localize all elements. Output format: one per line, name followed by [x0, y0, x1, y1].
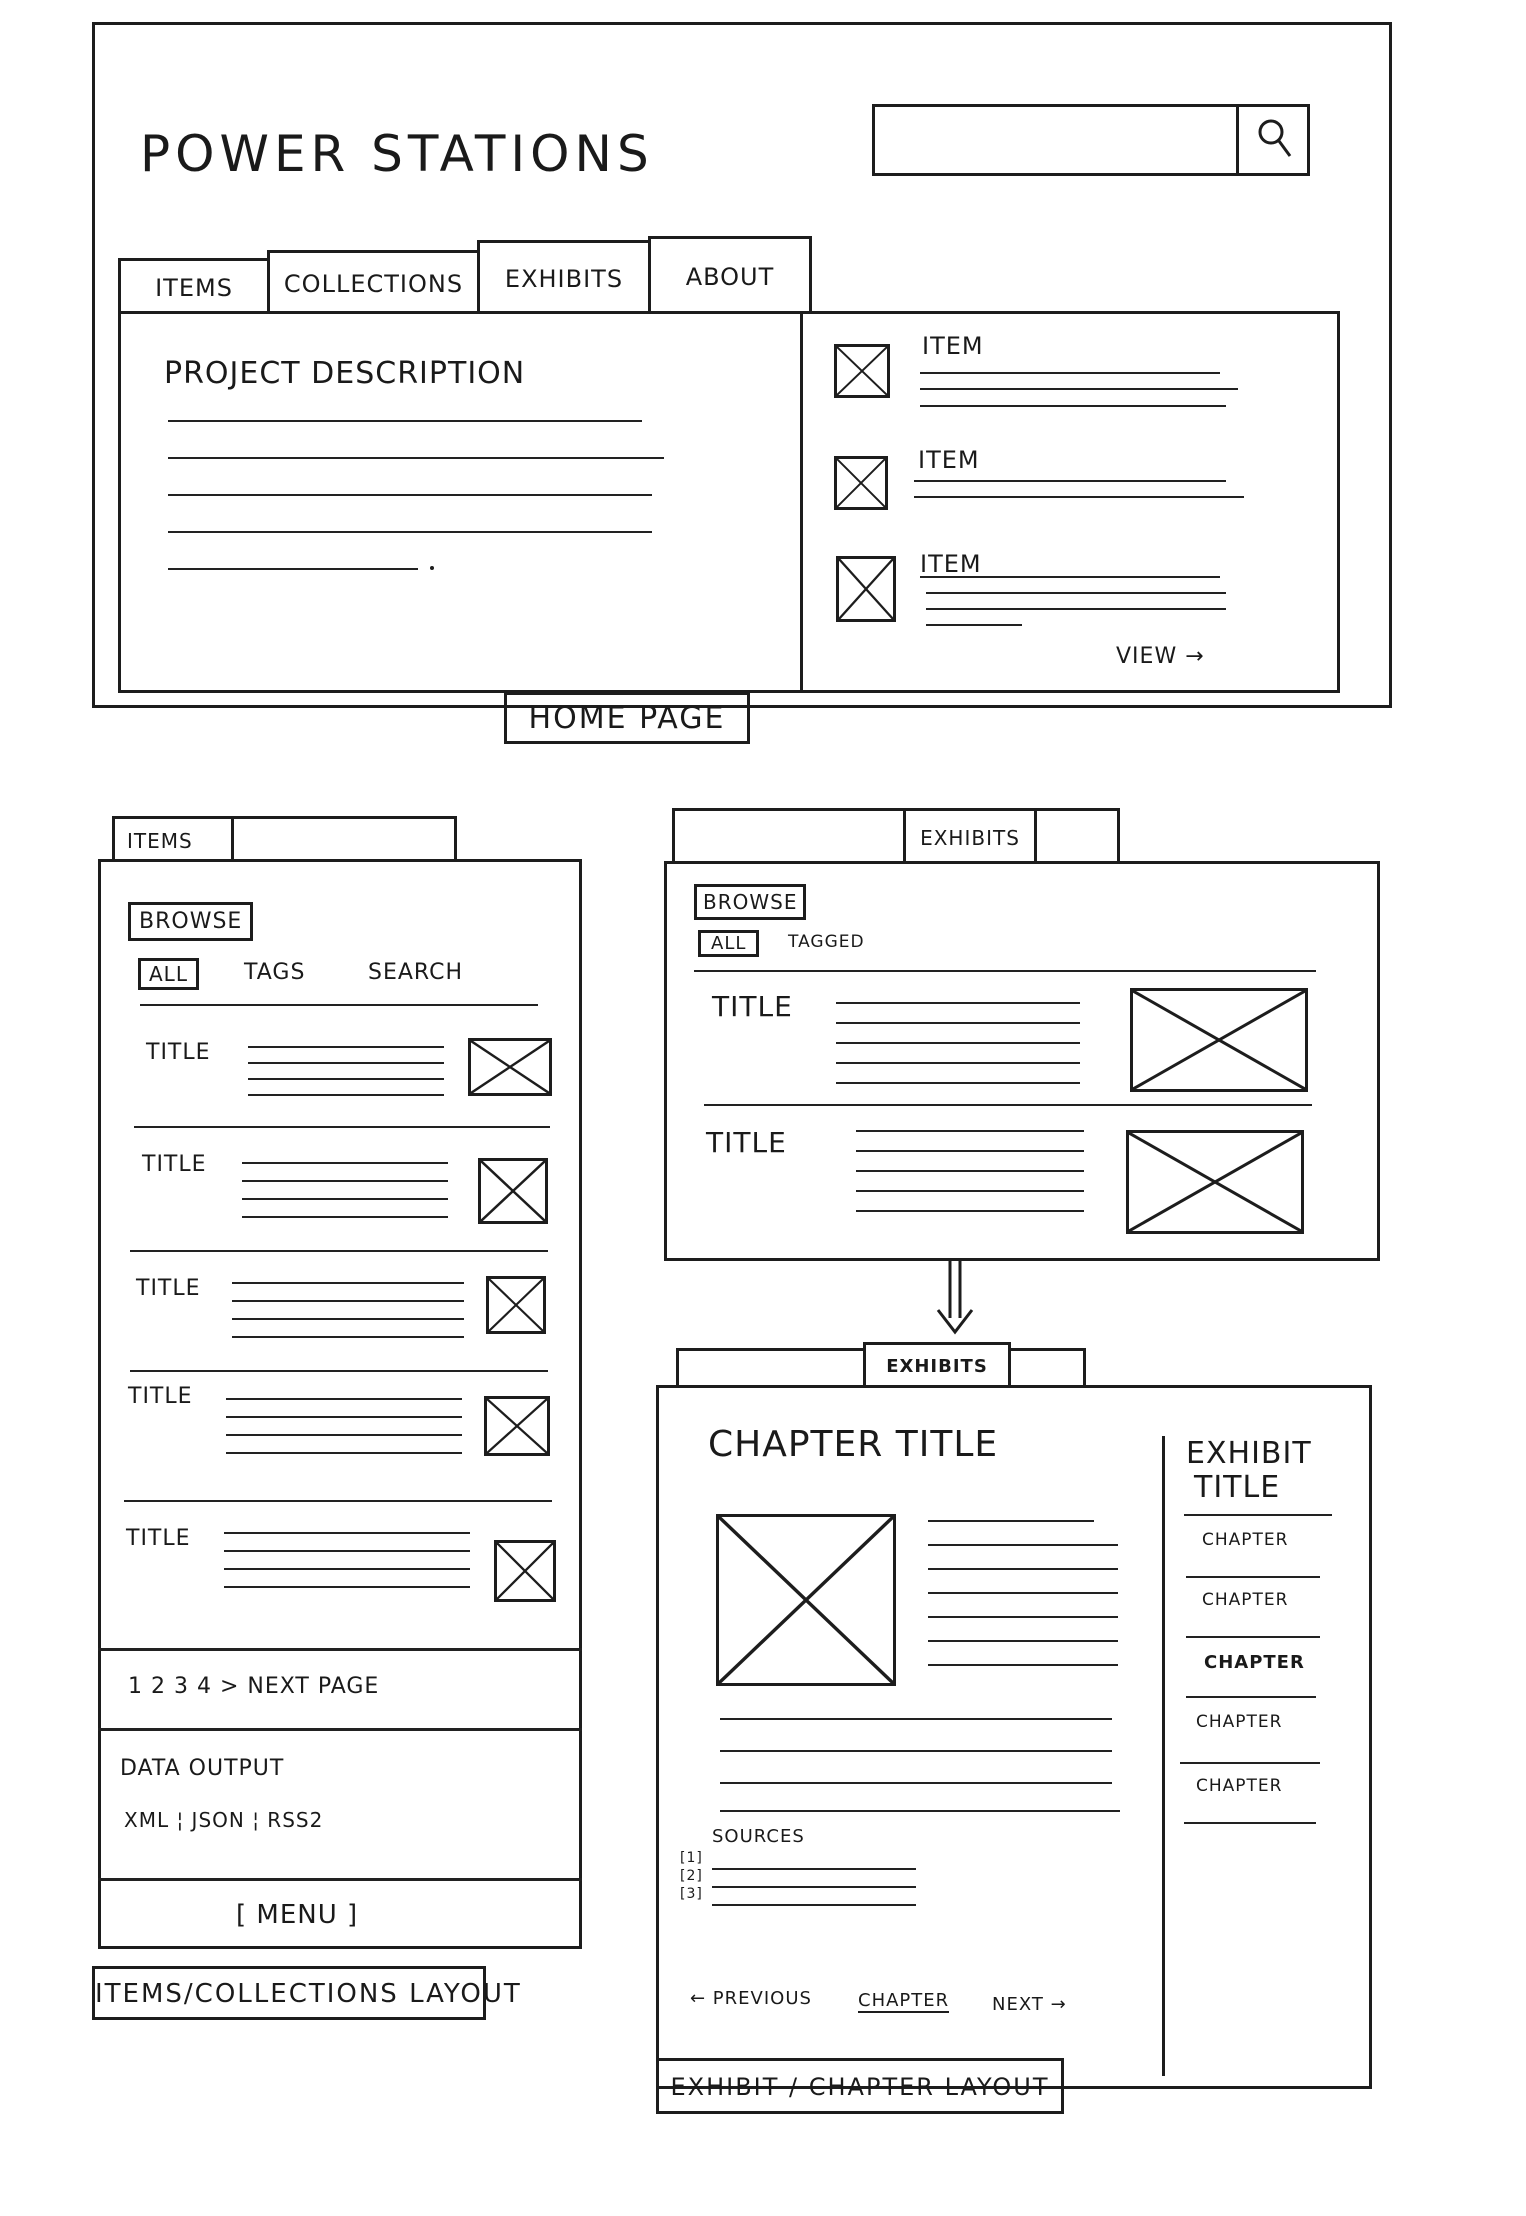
item-thumbnail[interactable] [834, 344, 890, 398]
item-line [914, 496, 1244, 498]
row-divider [124, 1500, 552, 1502]
exhibit-row-title[interactable]: TITLE [712, 990, 793, 1023]
exhibit-row-line [856, 1190, 1084, 1192]
exhibit-row-line [856, 1210, 1084, 1212]
chapter-nav-divider [1186, 1696, 1316, 1698]
exhibit-row-line [836, 1022, 1080, 1024]
tab-about[interactable]: ABOUT [648, 236, 812, 314]
chapter-text-line [928, 1544, 1118, 1546]
project-description-heading: PROJECT DESCRIPTION [164, 356, 526, 391]
placeholder-x-icon [487, 1399, 547, 1453]
chapter-text-line [720, 1718, 1112, 1720]
browse-button[interactable]: BROWSE [128, 902, 253, 941]
exhibit-row-line [836, 1042, 1080, 1044]
item-row-line [242, 1216, 448, 1218]
item-thumbnail[interactable] [834, 456, 888, 510]
item-row-line [248, 1046, 444, 1048]
item-title[interactable]: ITEM [918, 446, 980, 474]
item-line [926, 608, 1226, 610]
source-ref[interactable]: [3] [680, 1886, 703, 1902]
exhibit-title-underline [1184, 1514, 1332, 1516]
exhibit-row-line [856, 1130, 1084, 1132]
source-ref[interactable]: [1] [680, 1850, 703, 1866]
item-row-line [232, 1336, 464, 1338]
home-page-caption: HOME PAGE [504, 692, 750, 744]
chapter-text-line [928, 1520, 1094, 1522]
description-dot [430, 566, 434, 570]
row-divider [130, 1370, 548, 1372]
source-line [712, 1886, 916, 1888]
chapter-text-line [928, 1592, 1118, 1594]
home-panel-divider [800, 311, 803, 693]
description-line [168, 457, 664, 459]
exhibits-browse-tab-blank-right[interactable] [1034, 808, 1120, 864]
placeholder-x-icon [489, 1279, 543, 1331]
exhibit-row-thumbnail[interactable] [1130, 988, 1308, 1092]
description-line [168, 494, 652, 496]
item-row-title[interactable]: TITLE [128, 1384, 193, 1409]
item-title[interactable]: ITEM [920, 550, 982, 578]
chapter-nav-item[interactable]: CHAPTER [1196, 1776, 1283, 1796]
chapter-nav-divider [1186, 1576, 1320, 1578]
item-row-line [248, 1062, 444, 1064]
item-row-line [248, 1094, 444, 1096]
tab-collections[interactable]: COLLECTIONS [267, 250, 480, 314]
item-row-line [232, 1318, 464, 1320]
chapter-text-line [928, 1640, 1118, 1642]
items-layout-caption: ITEMS/COLLECTIONS LAYOUT [92, 1966, 486, 2020]
chapter-nav-divider [1180, 1762, 1320, 1764]
chapter-text-line [928, 1616, 1118, 1618]
menu-divider [98, 1878, 582, 1881]
item-line [926, 592, 1226, 594]
item-row-line [242, 1198, 448, 1200]
chapter-nav-divider [1186, 1636, 1320, 1638]
item-line [914, 480, 1226, 482]
item-line [926, 624, 1022, 626]
chapter-text-line [720, 1782, 1112, 1784]
filter-search[interactable]: SEARCH [368, 960, 464, 985]
chapter-layout-tab-blank-right[interactable] [1008, 1348, 1086, 1388]
chapter-layout-caption: EXHIBIT / CHAPTER LAYOUT [656, 2058, 1064, 2114]
source-line [712, 1868, 916, 1870]
site-title: POWER STATIONS [140, 125, 654, 183]
filter-underline [140, 1004, 538, 1006]
placeholder-x-icon [1133, 991, 1305, 1089]
item-row-line [242, 1162, 448, 1164]
item-line [920, 405, 1226, 407]
pagination[interactable]: 1 2 3 4 > NEXT PAGE [128, 1674, 380, 1699]
double-down-arrow-icon [930, 1258, 980, 1338]
exhibit-row-line [836, 1082, 1080, 1084]
next-link[interactable]: NEXT → [992, 1994, 1067, 2015]
exhibit-row-thumbnail[interactable] [1126, 1130, 1304, 1234]
previous-link[interactable]: ← PREVIOUS [690, 1988, 812, 2009]
placeholder-x-icon [481, 1161, 545, 1221]
chapter-main-image[interactable] [716, 1514, 896, 1686]
tab-exhibits[interactable]: EXHIBITS [477, 240, 651, 314]
item-row-line [224, 1532, 470, 1534]
exhibit-title-line2: TITLE [1194, 1470, 1281, 1505]
item-row-line [232, 1300, 464, 1302]
exhibits-filter-tagged[interactable]: TAGGED [788, 932, 865, 952]
chapter-title: CHAPTER TITLE [708, 1424, 999, 1465]
item-row-line [232, 1282, 464, 1284]
item-row-thumbnail[interactable] [478, 1158, 548, 1224]
filter-all[interactable]: ALL [138, 958, 199, 990]
exhibit-row-line [856, 1150, 1084, 1152]
chapter-text-line [720, 1750, 1112, 1752]
item-row-line [242, 1180, 448, 1182]
chapter-text-line [928, 1664, 1118, 1666]
exhibit-row-title[interactable]: TITLE [706, 1126, 787, 1159]
row-divider [130, 1250, 548, 1252]
item-line [920, 576, 1220, 578]
current-chapter-link[interactable]: CHAPTER [858, 1990, 950, 2011]
placeholder-x-icon [839, 559, 893, 619]
item-row-line [226, 1398, 462, 1400]
item-row-thumbnail[interactable] [468, 1038, 552, 1096]
item-row-title[interactable]: TITLE [146, 1040, 211, 1065]
item-row-line [248, 1078, 444, 1080]
placeholder-x-icon [837, 459, 885, 507]
item-row-thumbnail[interactable] [484, 1396, 550, 1456]
exhibits-filter-underline [694, 970, 1316, 972]
source-ref[interactable]: [2] [680, 1868, 703, 1884]
placeholder-x-icon [497, 1543, 553, 1599]
row-divider [134, 1126, 550, 1128]
exhibits-filter-all[interactable]: ALL [698, 930, 759, 957]
items-layout-tab-blank[interactable] [231, 816, 457, 862]
chapter-text-line [720, 1810, 1120, 1812]
data-output-formats[interactable]: XML ¦ JSON ¦ RSS2 [124, 1808, 324, 1832]
item-title[interactable]: ITEM [922, 332, 984, 360]
item-thumbnail[interactable] [836, 556, 896, 622]
exhibit-row-line [836, 1002, 1080, 1004]
sources-label: SOURCES [712, 1826, 805, 1847]
item-row-line [224, 1568, 470, 1570]
data-output-label: DATA OUTPUT [120, 1756, 285, 1781]
exhibit-row-line [856, 1170, 1084, 1172]
search-icon [1255, 116, 1295, 160]
item-row-title[interactable]: TITLE [142, 1152, 207, 1177]
description-line [168, 568, 418, 570]
chapter-text-line [928, 1568, 1118, 1570]
pagination-divider [98, 1648, 582, 1651]
exhibits-browse-tab-blank-left[interactable] [672, 808, 906, 864]
item-line [920, 388, 1238, 390]
filter-tags[interactable]: TAGS [244, 960, 306, 985]
exhibit-title-line1: EXHIBIT [1186, 1436, 1312, 1471]
chapter-nav-divider [1184, 1822, 1316, 1824]
item-row-thumbnail[interactable] [486, 1276, 546, 1334]
view-link[interactable]: VIEW → [1116, 644, 1205, 669]
menu-button[interactable]: [ MENU ] [236, 1900, 359, 1930]
description-line [168, 531, 652, 533]
placeholder-x-icon [719, 1517, 893, 1683]
item-row-line [226, 1416, 462, 1418]
placeholder-x-icon [837, 347, 887, 395]
item-row-line [224, 1586, 470, 1588]
placeholder-x-icon [1129, 1133, 1301, 1231]
tab-items[interactable]: ITEMS [118, 258, 270, 314]
item-row-line [226, 1452, 462, 1454]
chapter-nav-item[interactable]: CHAPTER [1202, 1590, 1289, 1610]
description-line [168, 420, 642, 422]
exhibits-browse-button[interactable]: BROWSE [694, 884, 806, 920]
chapter-sidebar-divider [1162, 1436, 1165, 2076]
exhibit-row-line [836, 1062, 1080, 1064]
chapter-nav-item-active[interactable]: CHAPTER [1204, 1652, 1305, 1673]
item-row-title[interactable]: TITLE [126, 1526, 191, 1551]
item-row-title[interactable]: TITLE [136, 1276, 201, 1301]
exhibit-row-divider [704, 1104, 1312, 1106]
item-row-line [226, 1434, 462, 1436]
exhibits-browse-tab-exhibits[interactable]: EXHIBITS [903, 808, 1037, 864]
item-row-line [224, 1550, 470, 1552]
search-button[interactable] [1236, 104, 1310, 176]
chapter-nav-item[interactable]: CHAPTER [1202, 1530, 1289, 1550]
placeholder-x-icon [471, 1041, 549, 1093]
item-line [920, 372, 1220, 374]
source-line [712, 1904, 916, 1906]
chapter-layout-tab-blank-left[interactable] [676, 1348, 866, 1388]
item-row-thumbnail[interactable] [494, 1540, 556, 1602]
chapter-layout-tab-exhibits[interactable]: EXHIBITS [863, 1342, 1011, 1388]
data-output-divider [98, 1728, 582, 1731]
items-layout-tab-items[interactable]: ITEMS [112, 816, 234, 862]
chapter-nav-item[interactable]: CHAPTER [1196, 1712, 1283, 1732]
